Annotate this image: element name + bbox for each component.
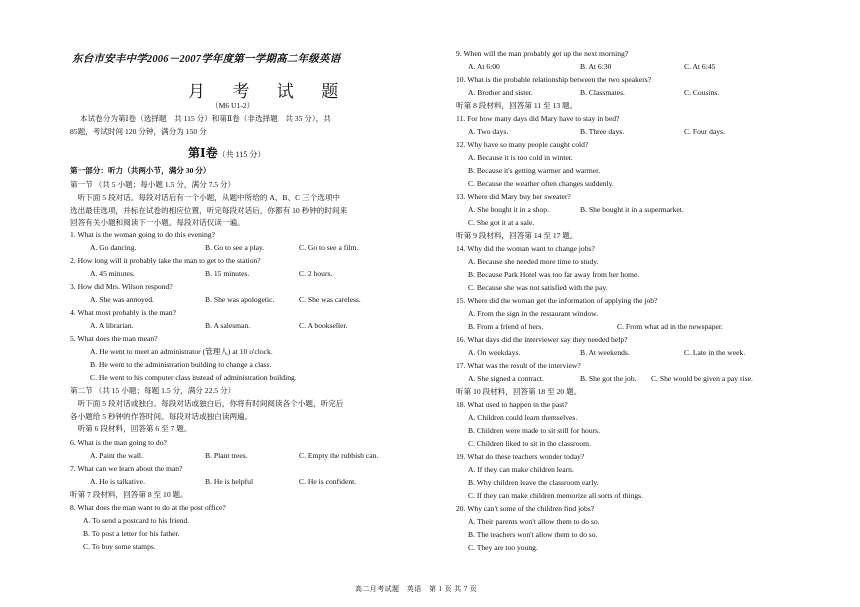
option-c: C. If they can make children memorize all sorts of things.: [468, 491, 644, 500]
option-c: C. Go to see a film.: [299, 243, 359, 252]
section-1-instruction: 选出最佳选项，并标在试卷的相应位置，听完每段对话后，你都有 10 秒钟的时间来: [70, 206, 348, 215]
option-a: A. Go dancing.: [90, 243, 137, 252]
volume-heading-score: （共 115 分）: [217, 150, 266, 159]
part-title: 第一部分：听力（共两小节，满分 30 分）: [70, 166, 211, 175]
question-3: 3. How did Mrs. Wilson respond?: [70, 282, 173, 291]
option-b: B. Children were made to sit still for hours.: [468, 426, 601, 435]
option-b: B. Classmates.: [580, 88, 625, 97]
question-18: 18. What used to happen in the past?: [456, 400, 568, 409]
option-a: A. Their parents won't allow them to do so.: [468, 517, 600, 526]
section-1-instruction: 回答有关小题和阅读下一小题。每段对话仅读一遍。: [70, 218, 245, 227]
section-2-instruction: 各小题给 5 秒钟的作答时间。每段对话或独白读两遍。: [70, 412, 253, 421]
option-a: A. Because she needed more time to study.: [468, 257, 599, 266]
option-a: A. On weekdays.: [468, 348, 521, 357]
option-a: A. Children could learn themselves.: [468, 413, 578, 422]
option-a: A. He went to meet an administrator (管理人) at 10 o'clock.: [90, 347, 273, 356]
option-b: B. Because it's getting warmer and warmer.: [468, 166, 601, 175]
page-title: 月 考 试 题: [188, 82, 350, 102]
option-c: C. A bookseller.: [299, 321, 348, 330]
option-c: C. Empty the rubbish can.: [299, 451, 379, 460]
option-b: B. She was apologetic.: [205, 295, 275, 304]
question-13: 13. Where did Mary buy her sweater?: [456, 192, 571, 201]
listening-note: 听第 9 段材料，回答第 14 至 17 题。: [456, 231, 578, 240]
option-a: A. She signed a contract.: [468, 374, 544, 383]
option-b: B. Why children leave the classroom early.: [468, 478, 599, 487]
option-b: B. She bought it in a supermarket.: [580, 205, 684, 214]
question-19: 19. What do these teachers wonder today?: [456, 452, 585, 461]
listening-note: 听第 10 段材料，回答第 18 至 20 题。: [456, 387, 582, 396]
option-a: A. At 6:00: [468, 62, 500, 71]
question-5: 5. What does the man mean?: [70, 334, 158, 343]
option-c: C. To buy some stamps.: [83, 542, 156, 551]
option-b: B. 15 minutes.: [205, 269, 250, 278]
option-a: A. He is talkative.: [90, 477, 146, 486]
volume-heading-main: 第Ⅰ卷: [188, 146, 218, 160]
option-c: C. Children liked to sit in the classroom.: [468, 439, 591, 448]
question-1: 1. What is the woman going to do this evening?: [70, 230, 215, 239]
option-c: C. He is confident.: [299, 477, 357, 486]
question-17: 17. What was the result of the interview?: [456, 361, 581, 370]
option-a: A. Paint the wall.: [90, 451, 143, 460]
question-15: 15. Where did the woman get the information of applying the job?: [456, 296, 658, 305]
question-20: 20. Why can't some of the children find jobs?: [456, 504, 595, 513]
option-b: B. He is helpful: [205, 477, 254, 486]
listening-note: 听第 8 段材料，回答第 11 至 13 题。: [456, 101, 578, 110]
option-b: B. At weekends.: [580, 348, 630, 357]
question-11: 11. For how many days did Mary have to stay in bed?: [456, 114, 620, 123]
page-footer: 高二月考试题 英语 第 1 页 共 7 页: [355, 585, 478, 593]
question-2: 2. How long will it probably take the man to get to the station?: [70, 256, 261, 265]
question-7: 7. What can we learn about the man?: [70, 464, 183, 473]
option-b: B. To post a letter for his father.: [83, 529, 180, 538]
question-4: 4. What most probably is the man?: [70, 308, 176, 317]
intro-line-2: 85题，考试时间 120 分钟，满分为 150 分: [70, 127, 207, 136]
option-a: A. She was annoyed.: [90, 295, 154, 304]
question-14: 14. Why did the woman want to change jobs?: [456, 244, 595, 253]
option-b: B. From a friend of hers.: [468, 322, 544, 331]
volume-heading: [188, 144, 265, 161]
option-a: A. A librarian.: [90, 321, 134, 330]
option-c: C. She got it at a sale.: [468, 218, 535, 227]
page-subtitle: （M6 U1-2）: [211, 101, 255, 110]
option-b: B. Three days.: [580, 127, 625, 136]
option-c: C. Cousins.: [684, 88, 720, 97]
option-c: C. Because the weather often changes suddenly.: [468, 179, 614, 188]
option-a: A. 45 minutes.: [90, 269, 135, 278]
listening-note: 听第 7 段材料，回答第 8 至 10 题。: [70, 490, 188, 499]
option-c: C. Late in the week.: [684, 348, 746, 357]
question-16: 16. What days did the interviewer say they needed help?: [456, 335, 628, 344]
school-title: 东台市安丰中学2006－2007学年度第一学期高二年级英语: [72, 54, 341, 65]
question-10: 10. What is the probable relationship between the two speakers?: [456, 75, 652, 84]
option-c: C. From what ad in the newspaper.: [617, 322, 723, 331]
option-a: A. She bought it in a shop.: [468, 205, 549, 214]
option-c: C. Because she was not satisfied with the pay.: [468, 283, 608, 292]
section-2-title: 第二节 （共 15 小题；每题 1.5 分，满分 22.5 分）: [70, 386, 236, 395]
option-b: B. Because Park Hotel was too far away from her home.: [468, 270, 640, 279]
section-1-title: 第一节 （共 5 小题；每小题 1.5 分，满分 7.5 分）: [70, 180, 236, 189]
option-a: A. Two days.: [468, 127, 509, 136]
option-c: C. He went to his computer class instead of administration building.: [90, 373, 297, 382]
option-c: C. They are too young.: [468, 543, 538, 552]
section-2-instruction: 听第 6 段材料，回答第 6 至 7 题。: [70, 424, 192, 433]
option-a: A. Because it is too cold in winter.: [468, 153, 573, 162]
question-12: 12. Why have so many people caught cold?: [456, 140, 589, 149]
option-a: A. If they can make children learn.: [468, 465, 574, 474]
option-b: B. She got the job.: [580, 374, 637, 383]
section-1-instruction: 听下面 5 段对话。每段对话后有一个小题，从题中所给的 A、B、C 三个选项中: [70, 193, 341, 202]
option-a: A. Brother and sister.: [468, 88, 533, 97]
option-b: B. A salesman.: [205, 321, 251, 330]
section-2-instruction: 听下面 5 段对话或独白。每段对话或独白后，你将有时间阅读各个小题，听完后: [70, 399, 344, 408]
question-8: 8. What does the man want to do at the post office?: [70, 503, 226, 512]
option-b: B. The teachers won't allow them to do so.: [468, 530, 598, 539]
option-c: C. She would be given a pay rise.: [651, 374, 753, 383]
intro-line-1: 本试卷分为第Ⅰ卷（选择题 共 115 分）和第Ⅱ卷（非选择题 共 35 分），共: [80, 114, 331, 123]
option-a: A. From the sign in the restaurant window.: [468, 309, 599, 318]
option-b: B. He went to the administration building to change a class.: [90, 360, 272, 369]
option-c: C. Four days.: [684, 127, 725, 136]
option-c: C. 2 hours.: [299, 269, 333, 278]
question-9: 9. When will the man probably get up the next morning?: [456, 49, 629, 58]
option-b: B. Go to see a play.: [205, 243, 265, 252]
option-b: B. Plant trees.: [205, 451, 248, 460]
option-c: C. At 6:45: [684, 62, 716, 71]
option-c: C. She was careless.: [299, 295, 361, 304]
option-b: B. At 6:30: [580, 62, 612, 71]
option-a: A. To send a postcard to his friend.: [83, 516, 190, 525]
question-6: 6. What is the man going to do?: [70, 438, 167, 447]
